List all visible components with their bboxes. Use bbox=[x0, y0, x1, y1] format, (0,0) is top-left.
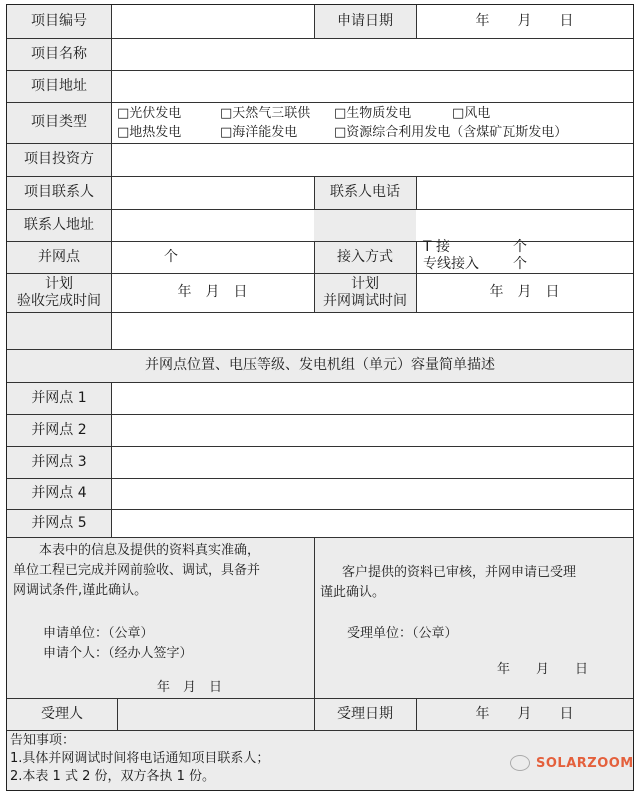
grid-point-1-label: 并网点 1 bbox=[31, 389, 87, 406]
planned-label-line2: 验收完成时间 bbox=[17, 292, 101, 309]
option-gas-cchp[interactable]: □天然气三联供 bbox=[220, 106, 311, 121]
grid-point-4-field[interactable] bbox=[112, 479, 632, 508]
applicant-person-label: 申请个人：（经办人签字） bbox=[43, 646, 193, 661]
planned-label-line1: 计划 bbox=[45, 275, 73, 292]
t-connection-label: T 接 bbox=[423, 239, 451, 255]
option-resource-reuse[interactable]: □资源综合利用发电（含煤矿瓦斯发电） bbox=[334, 125, 568, 140]
application-date-value[interactable]: 年 月 日 bbox=[475, 13, 574, 29]
contact-person-label: 项目联系人 bbox=[24, 184, 94, 200]
declaration-left-line2: 单位工程已完成并网前验收、调试，具备并 bbox=[13, 563, 261, 578]
grid-points-unit[interactable]: 个 bbox=[164, 248, 178, 265]
grid-line bbox=[7, 537, 633, 538]
planned-debug-label bbox=[314, 273, 416, 312]
accept-date-label: 受理日期 bbox=[337, 705, 393, 722]
planned-debug-value[interactable]: 年 月 日 bbox=[489, 284, 560, 300]
project-name-label: 项目名称 bbox=[31, 45, 87, 62]
debug-label-line2: 并网调试时间 bbox=[323, 292, 407, 309]
grid-line bbox=[7, 312, 633, 313]
t-connection-unit[interactable]: 个 bbox=[513, 239, 527, 255]
notice-line2: 2.本表 1 式 2 份，双方各执 1 份。 bbox=[10, 769, 216, 784]
project-address-field[interactable] bbox=[112, 71, 632, 101]
project-address-label: 项目地址 bbox=[31, 77, 87, 94]
accept-unit-label: 受理单位：（公章） bbox=[347, 626, 458, 641]
notice-line1: 1.具体并网调试时间将电话通知项目联系人； bbox=[10, 751, 270, 766]
declaration-right-line1: 客户提供的资料已审核，并网申请已受理 bbox=[342, 565, 577, 580]
wechat-icon bbox=[510, 755, 530, 771]
grid-point-2-label: 并网点 2 bbox=[31, 421, 87, 438]
contact-address-field[interactable] bbox=[112, 210, 632, 240]
grid-line bbox=[7, 730, 633, 731]
grid-point-5-label: 并网点 5 bbox=[31, 514, 87, 531]
grid-application-form bbox=[6, 4, 634, 791]
contact-phone-field[interactable] bbox=[417, 177, 632, 208]
planned-acceptance-value[interactable]: 年 月 日 bbox=[177, 284, 248, 300]
project-number-field[interactable] bbox=[112, 6, 313, 37]
declaration-left-text bbox=[13, 541, 309, 601]
debug-label-line1: 计划 bbox=[351, 275, 379, 292]
declaration-right-text bbox=[320, 563, 630, 603]
dedicated-line-unit[interactable]: 个 bbox=[513, 256, 527, 272]
option-ocean[interactable]: □海洋能发电 bbox=[220, 125, 298, 140]
investor-field[interactable] bbox=[112, 144, 632, 175]
declaration-left-line1: 本表中的信息及提供的资料真实准确， bbox=[39, 543, 261, 558]
accept-date-value[interactable]: 年 月 日 bbox=[475, 705, 574, 722]
grid-point-2-field[interactable] bbox=[112, 415, 632, 445]
option-wind[interactable]: □风电 bbox=[452, 106, 491, 121]
declaration-left-line3: 网调试条件,谨此确认。 bbox=[13, 583, 148, 598]
investor-label: 项目投资方 bbox=[24, 151, 94, 167]
planned-acceptance-label bbox=[7, 273, 111, 312]
contact-person-field[interactable] bbox=[112, 177, 313, 208]
accepter-label: 受理人 bbox=[41, 705, 83, 722]
grid-point-4-label: 并网点 4 bbox=[31, 485, 87, 501]
option-geothermal[interactable]: □地热发电 bbox=[117, 125, 182, 140]
option-pv[interactable]: □光伏发电 bbox=[117, 106, 182, 121]
watermark-text: SOLARZOOM bbox=[536, 755, 634, 771]
contact-phone-label: 联系人电话 bbox=[330, 184, 400, 200]
project-number-label: 项目编号 bbox=[31, 13, 87, 29]
grid-point-1-field[interactable] bbox=[112, 383, 632, 413]
project-type-label: 项目类型 bbox=[31, 114, 87, 130]
contact-address-label: 联系人地址 bbox=[24, 216, 94, 233]
application-date-label: 申请日期 bbox=[337, 13, 393, 29]
notice bbox=[10, 732, 510, 786]
dedicated-line-label: 专线接入 bbox=[423, 256, 479, 272]
notice-title: 告知事项： bbox=[10, 733, 76, 748]
declaration-right-line2: 谨此确认。 bbox=[320, 585, 386, 600]
grid-point-3-field[interactable] bbox=[112, 447, 632, 477]
accepter-field[interactable] bbox=[118, 699, 313, 729]
grid-point-3-label: 并网点 3 bbox=[31, 453, 87, 470]
grid-point-5-field[interactable] bbox=[112, 510, 632, 536]
option-biomass[interactable]: □生物质发电 bbox=[334, 106, 412, 121]
project-name-field[interactable] bbox=[112, 39, 632, 69]
section-title: 并网点位置、电压等级、发电机组（单元）容量简单描述 bbox=[145, 357, 495, 373]
access-method-label: 接入方式 bbox=[337, 248, 393, 265]
applicant-date[interactable]: 年 月 日 bbox=[157, 680, 223, 695]
watermark bbox=[510, 755, 634, 771]
applicant-unit-label: 申请单位：（公章） bbox=[43, 626, 154, 641]
accept-date[interactable]: 年 月 日 bbox=[497, 662, 589, 677]
grid-points-label: 并网点 bbox=[38, 248, 80, 265]
